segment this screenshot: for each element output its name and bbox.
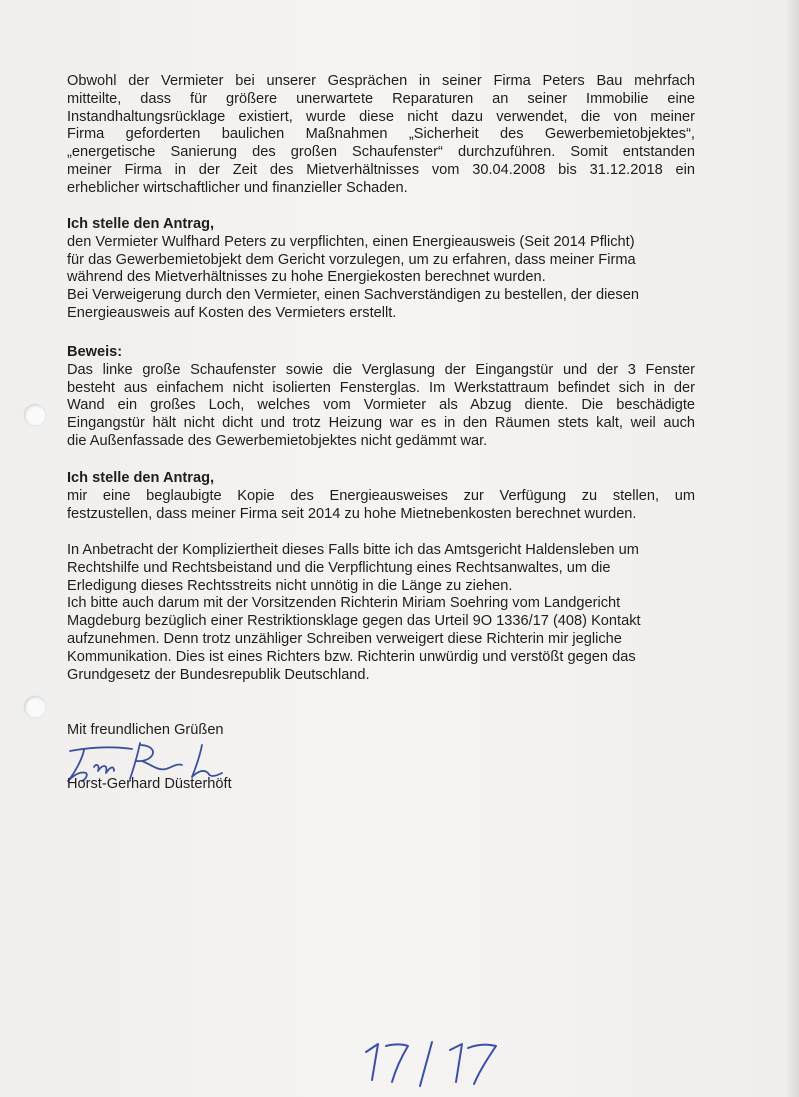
text-line: Magdeburg bezüglich einer Restriktionsklage gegen das Urteil 9O 1336/17 (408) Kontakt	[67, 613, 641, 630]
text-line: Grundgesetz der Bundesrepublik Deutschland.	[67, 666, 370, 683]
motion-heading: Ich stelle den Antrag,	[67, 216, 215, 232]
text-line: festzustellen, dass meiner Firma seit 2014 zu hohe Mietnebenkosten berechnet wurden.	[67, 505, 637, 522]
punch-hole-bottom	[24, 696, 46, 718]
text-line: Instandhaltungsrücklage existiert, wurde diese nicht dazu verwendet, die von meiner	[67, 108, 695, 125]
text-line: während des Mietverhältnisses zu hohe Energiekosten berechnet wurden.	[67, 269, 546, 286]
page-edge-shadow	[785, 0, 799, 1097]
text-line: meiner Firma in der Zeit des Mietverhältnisses vom 30.04.2008 bis 31.12.2018 ein	[67, 161, 695, 178]
text-line: Rechtshilfe und Rechtsbeistand und die Verpflichtung eines Rechtsanwaltes, um die	[67, 559, 611, 576]
text-line: für das Gewerbemietobjekt dem Gericht vorzulegen, um zu erfahren, dass meiner Firma	[67, 251, 636, 268]
text-line: den Vermieter Wulfhard Peters zu verpflichten, einen Energieausweis (Seit 2014 Pflicht)	[67, 233, 635, 250]
text-line: Firma geforderten baulichen Maßnahmen „Sicherheit des Gewerbemietobjektes“,	[67, 126, 695, 143]
text-line: Das linke große Schaufenster sowie die Verglasung der Eingangstür und der 3 Fenster	[67, 361, 695, 378]
closing-greeting: Mit freundlichen Grüßen	[67, 722, 224, 738]
text-line: Obwohl der Vermieter bei unserer Gesprächen in seiner Firma Peters Bau mehrfach	[67, 73, 695, 89]
motion-heading: Ich stelle den Antrag,	[67, 470, 215, 486]
punch-hole-top	[24, 404, 46, 426]
text-line: Wand ein großes Loch, welches vom Vormieter als Abzug diente. Die beschädigte	[67, 397, 695, 414]
evidence-section	[67, 344, 695, 451]
text-line: „energetische Sanierung des großen Schaufenster“ durchzuführen. Somit entstanden	[67, 144, 695, 161]
text-line: mitteilte, dass für größere unerwartete Reparaturen an seiner Immobilie eine	[67, 90, 695, 107]
text-line: besteht aus einfachem nicht isolierten Fensterglas. Im Werkstattraum befindet sich in der	[67, 379, 695, 396]
text-line: Bei Verweigerung durch den Vermieter, einen Sachverständigen zu bestellen, der diesen	[67, 287, 639, 304]
evidence-heading: Beweis:	[67, 344, 123, 360]
text-line: Ich bitte auch darum mit der Vorsitzenden Richterin Miriam Soehring vom Landgericht	[67, 595, 621, 612]
text-line: Erledigung dieses Rechtsstreits nicht unnötig in die Länge zu ziehen.	[67, 577, 513, 594]
motion-energy-certificate	[67, 216, 695, 323]
handwritten-page-number	[360, 1040, 510, 1090]
text-line: die Außenfassade des Gewerbemietobjektes nicht gedämmt war.	[67, 432, 488, 449]
paragraph-intro	[67, 73, 695, 198]
text-line: aufzunehmen. Denn trotz unzähliger Schreiben verweigert diese Richterin mir jegliche	[67, 630, 622, 647]
text-line: In Anbetracht der Kompliziertheit dieses Falls bitte ich das Amtsgericht Haldensleben um	[67, 542, 639, 558]
text-line: mir eine beglaubigte Kopie des Energieausweises zur Verfügung zu stellen, um	[67, 487, 695, 504]
text-line: Eingangstür hält nicht dicht und trotz Heizung war es in den Räumen stets kalt, weil auch	[67, 415, 695, 432]
page-number	[360, 1040, 510, 1090]
text-line: erheblicher wirtschaftlicher und finanzieller Schaden.	[67, 179, 408, 196]
signer-name: Horst-Gerhard Düsterhöft	[67, 776, 232, 792]
text-line: Energieausweis auf Kosten des Vermieters erstellt.	[67, 304, 397, 321]
paragraph-request	[67, 542, 695, 684]
motion-certified-copy	[67, 470, 695, 523]
text-line: Kommunikation. Dies ist eines Richters bzw. Richterin unwürdig und verstößt gegen das	[67, 648, 636, 665]
